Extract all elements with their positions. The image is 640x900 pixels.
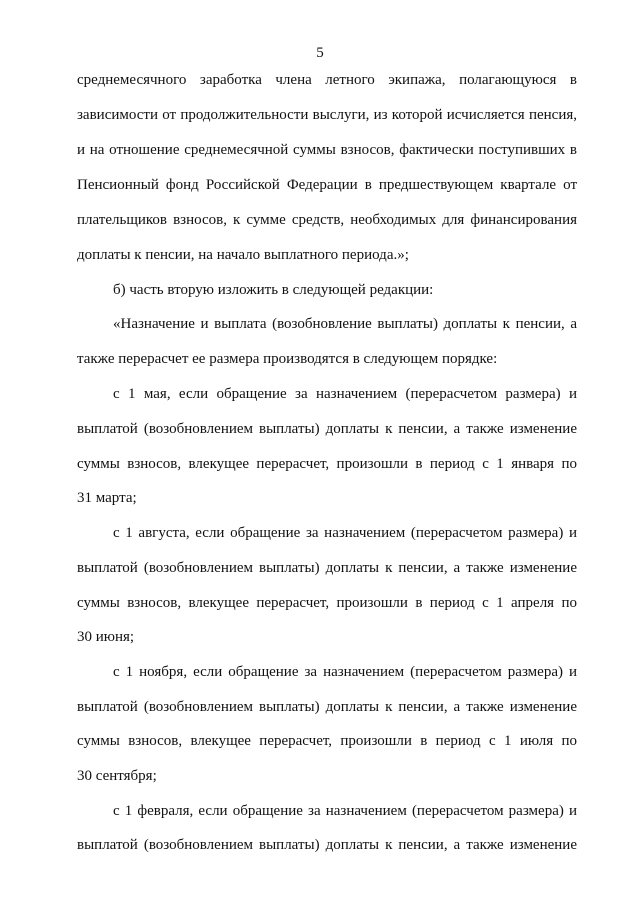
text-line: плательщиков взносов, к сумме средств, необходимых для финансирования xyxy=(77,212,577,228)
text-line: 31 марта; xyxy=(77,490,137,506)
text-line: суммы взносов, влекущее перерасчет, произошли в период с 1 апреля по xyxy=(77,595,577,611)
text-line: выплатой (возобновлением выплаты) доплаты к пенсии, а также изменение xyxy=(77,421,577,437)
text-line: среднемесячного заработка члена летного экипажа, полагающуюся в xyxy=(77,72,577,88)
text-line: и на отношение среднемесячной суммы взносов, фактически поступивших в xyxy=(77,142,577,158)
text-line: 30 сентября; xyxy=(77,768,157,784)
text-line: 30 июня; xyxy=(77,629,135,645)
text-line: с 1 ноября, если обращение за назначением (перерасчетом размера) и xyxy=(113,664,577,680)
text-line: суммы взносов, влекущее перерасчет, произошли в период с 1 января по xyxy=(77,456,577,472)
text-line: выплатой (возобновлением выплаты) доплаты к пенсии, а также изменение xyxy=(77,699,577,715)
text-line: б) часть вторую изложить в следующей редакции: xyxy=(113,282,434,298)
text-line: с 1 августа, если обращение за назначением (перерасчетом размера) и xyxy=(113,525,577,541)
text-line: с 1 мая, если обращение за назначением (перерасчетом размера) и xyxy=(113,386,577,402)
text-line: выплатой (возобновлением выплаты) доплаты к пенсии, а также изменение xyxy=(77,560,577,576)
text-line: «Назначение и выплата (возобновление выплаты) доплаты к пенсии, а xyxy=(113,316,577,332)
text-line: суммы взносов, влекущее перерасчет, произошли в период с 1 июля по xyxy=(77,733,577,749)
text-line: с 1 февраля, если обращение за назначением (перерасчетом размера) и xyxy=(113,803,577,819)
page-number: 5 xyxy=(316,45,324,61)
text-line: Пенсионный фонд Российской Федерации в предшествующем квартале от xyxy=(77,177,577,193)
text-line: также перерасчет ее размера производятся в следующем порядке: xyxy=(77,351,498,367)
text-line: зависимости от продолжительности выслуги, из которой исчисляется пенсия, xyxy=(77,107,577,123)
text-line: выплатой (возобновлением выплаты) доплаты к пенсии, а также изменение xyxy=(77,837,577,853)
text-line: доплаты к пенсии, на начало выплатного периода.»; xyxy=(77,247,409,263)
